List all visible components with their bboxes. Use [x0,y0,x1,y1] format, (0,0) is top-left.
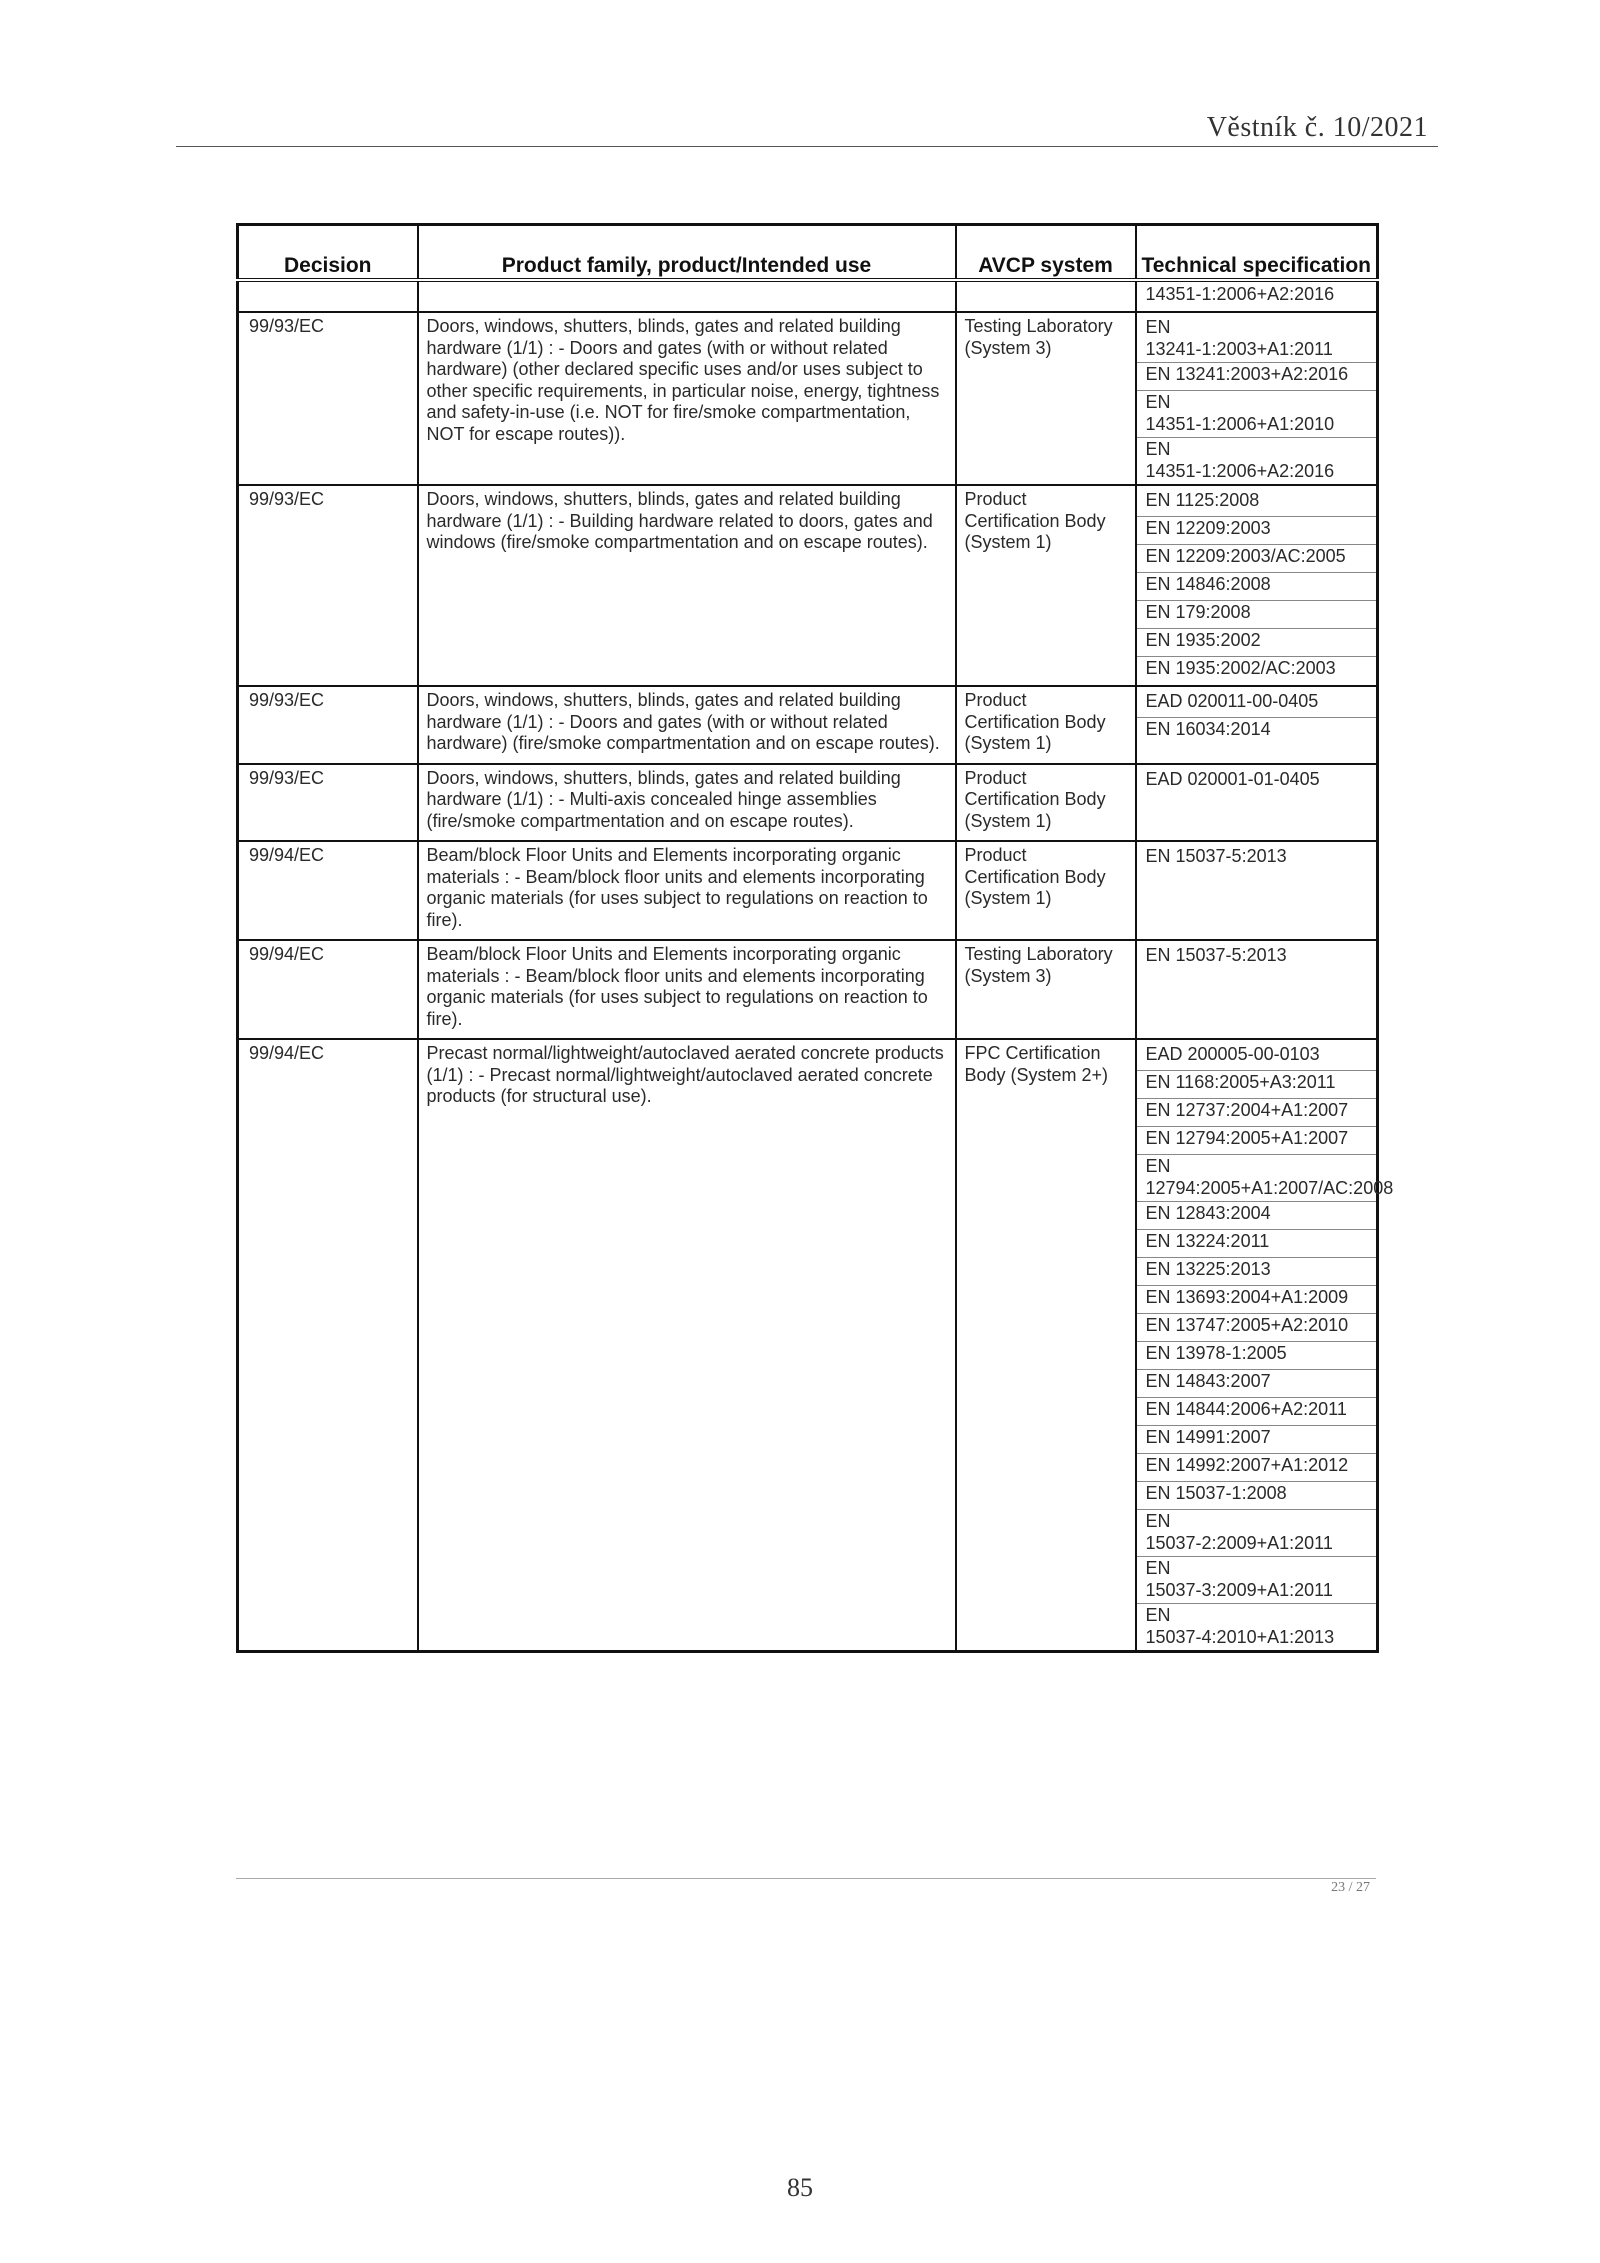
spec-item [1137,438,1377,484]
spec-item [1137,573,1377,601]
spec-text: EN 1168:2005+A3:2011 [1145,1072,1336,1092]
spec-item [1137,1043,1377,1071]
spec-item [1137,1155,1394,1202]
specification-table [236,223,1394,1653]
spec-text: EN [1145,1511,1171,1531]
spec-item [1137,1482,1377,1510]
spec-text: EN [1145,392,1171,412]
product-cell [418,280,956,312]
spec-item [1137,1604,1377,1650]
spec-text: EN 12209:2003/AC:2005 [1145,546,1346,566]
spec-item [1137,1258,1377,1286]
spec-item [1137,1398,1377,1426]
page-number: 85 [787,2173,813,2202]
table-row [238,686,1378,764]
spec-item [1137,629,1377,657]
spec-item [1137,601,1377,629]
spec-text: EN [1145,439,1171,459]
spec-cell [1136,485,1378,686]
avcp-cell: Testing Laboratory (System 3) [956,312,1136,485]
spec-cell [1136,940,1378,1039]
spec-cell [1136,686,1378,764]
product-cell: Doors, windows, shutters, blinds, gates and related building hardware (1/1) : - Doors and gates (with or without related hardware) (other declared specific uses and/or uses subject to other specific requirements, in particular noise, energy, tightness and safety-in-use (i.e. NOT for fire/smoke compartmentation, NOT for escape routes)). [418,312,956,485]
spec-item [1137,1314,1377,1342]
avcp-cell: Product Certification Body (System 1) [956,686,1136,764]
spec-item [1137,545,1377,573]
spec-text: EAD 020001-01-0405 [1145,768,1320,789]
spec-item [1137,1370,1377,1398]
spec-text: EN 15037-1:2008 [1145,1483,1287,1503]
spec-item [1137,657,1377,685]
spec-cell [1136,1039,1394,1652]
spec-item [1137,391,1377,438]
spec-text: EN 14843:2007 [1145,1371,1271,1391]
spec-text: EN 13241:2003+A2:2016 [1145,364,1349,384]
footer-divider [236,1878,1376,1879]
decision-cell: 99/93/EC [238,485,418,686]
spec-text: EN 12843:2004 [1145,1203,1271,1223]
spec-text: 14351-1:2006+A1:2010 [1145,413,1335,434]
avcp-cell [956,280,1136,312]
spec-text: EN 16034:2014 [1145,719,1271,739]
column-header-technical-spec: Technical specification [1136,225,1378,281]
spec-cell [1136,764,1378,842]
avcp-cell: Product Certification Body (System 1) [956,764,1136,842]
decision-cell: 99/93/EC [238,764,418,842]
spec-item [1137,1230,1377,1258]
avcp-cell: Product Certification Body (System 1) [956,841,1136,940]
spec-text: EN 13225:2013 [1145,1259,1271,1279]
spec-text: 13241-1:2003+A1:2011 [1145,338,1333,359]
table-row [238,312,1378,485]
table-row [238,841,1378,940]
spec-text: EN 1125:2008 [1145,490,1260,510]
section-page-indicator: 23 / 27 [1331,1880,1370,1895]
spec-text: EN 13978-1:2005 [1145,1343,1287,1363]
spec-text: EN [1145,1558,1171,1578]
spec-item [1137,363,1377,391]
continuation-row [238,280,1378,312]
spec-item [1137,1127,1377,1155]
spec-text: EN [1145,1156,1171,1176]
spec-item [1137,1342,1377,1370]
decision-cell [238,280,418,312]
decision-cell: 99/93/EC [238,686,418,764]
decision-cell: 99/94/EC [238,841,418,940]
spec-text: EN 12794:2005+A1:2007 [1145,1128,1349,1148]
product-cell: Precast normal/lightweight/autoclaved aerated concrete products (1/1) : - Precast normal/lightweight/autoclaved aerated concrete products (for structural use). [418,1039,956,1652]
header-divider [176,146,1438,147]
spec-item [1137,316,1377,363]
table-row [238,940,1378,1039]
spec-item [1137,944,1377,972]
spec-text: EN 13224:2011 [1145,1231,1270,1251]
spec-text: EN 1935:2002 [1145,630,1261,650]
table-header-row [238,225,1378,281]
decision-cell: 99/93/EC [238,312,418,485]
spec-text: EN 14992:2007+A1:2012 [1145,1455,1349,1475]
spec-item [1137,768,1377,796]
spec-item [1137,1071,1377,1099]
spec-item [1137,517,1377,545]
spec-text: 15037-2:2009+A1:2011 [1145,1532,1333,1553]
spec-item [1137,690,1377,718]
table-row [238,764,1378,842]
decision-cell: 99/94/EC [238,940,418,1039]
spec-text: EN 14844:2006+A2:2011 [1145,1399,1347,1419]
product-cell: Doors, windows, shutters, blinds, gates and related building hardware (1/1) : - Doors and gates (with or without related hardware) (fire/smoke compartmentation and on escape routes). [418,686,956,764]
spec-cell [1136,841,1378,940]
spec-item: 14351-1:2006+A2:2016 [1145,284,1335,304]
spec-text: EN 14991:2007 [1145,1427,1271,1447]
column-header-decision: Decision [238,225,418,281]
column-header-product: Product family, product/Intended use [418,225,956,281]
decision-cell: 99/94/EC [238,1039,418,1652]
spec-text: EN 12737:2004+A1:2007 [1145,1100,1349,1120]
product-cell: Beam/block Floor Units and Elements incorporating organic materials : - Beam/block floor units and elements incorporating organic materials (for uses subject to regulations on reaction to fire). [418,841,956,940]
spec-item [1137,1286,1377,1314]
spec-text: EN 13747:2005+A2:2010 [1145,1315,1349,1335]
spec-item [1137,1510,1377,1557]
product-cell: Doors, windows, shutters, blinds, gates and related building hardware (1/1) : - Building hardware related to doors, gates and windows (fire/smoke compartmentation and on escape routes). [418,485,956,686]
spec-cell [1136,280,1378,312]
spec-text: 12794:2005+A1:2007/AC:2008 [1145,1177,1394,1198]
table-row [238,1039,1378,1652]
spec-text: EN 13693:2004+A1:2009 [1145,1287,1349,1307]
spec-item [1137,1426,1377,1454]
avcp-cell: Testing Laboratory (System 3) [956,940,1136,1039]
product-cell: Doors, windows, shutters, blinds, gates and related building hardware (1/1) : - Multi-axis concealed hinge assemblies (fire/smoke compartmentation and on escape routes). [418,764,956,842]
spec-item [1137,845,1377,873]
spec-text: EAD 200005-00-0103 [1145,1044,1320,1064]
spec-item [1137,718,1377,746]
spec-cell [1136,312,1378,485]
spec-text: EN 1935:2002/AC:2003 [1145,658,1336,678]
spec-text: EN 15037-5:2013 [1145,945,1287,965]
publication-title: Věstník č. 10/2021 [1206,112,1428,143]
spec-text: EN [1145,317,1171,337]
column-header-avcp: AVCP system [956,225,1136,281]
spec-item [1137,489,1377,517]
spec-text: 15037-4:2010+A1:2013 [1145,1626,1335,1647]
spec-text: EN 12209:2003 [1145,518,1271,538]
spec-item [1137,1454,1377,1482]
product-cell: Beam/block Floor Units and Elements incorporating organic materials : - Beam/block floor units and elements incorporating organic materials (for uses subject to regulations on reaction to fire). [418,940,956,1039]
spec-item [1137,1202,1377,1230]
spec-text: 14351-1:2006+A2:2016 [1145,460,1335,481]
avcp-cell: Product Certification Body (System 1) [956,485,1136,686]
spec-text: EAD 020011-00-0405 [1145,691,1319,711]
spec-text: EN [1145,1605,1171,1625]
spec-text: 15037-3:2009+A1:2011 [1145,1579,1333,1600]
table-row [238,485,1378,686]
avcp-cell: FPC Certification Body (System 2+) [956,1039,1136,1652]
spec-item [1137,1099,1377,1127]
spec-text: EN 14846:2008 [1145,574,1271,594]
spec-text: EN 179:2008 [1145,602,1251,622]
spec-text: EN 15037-5:2013 [1145,846,1287,866]
spec-item [1137,1557,1377,1604]
